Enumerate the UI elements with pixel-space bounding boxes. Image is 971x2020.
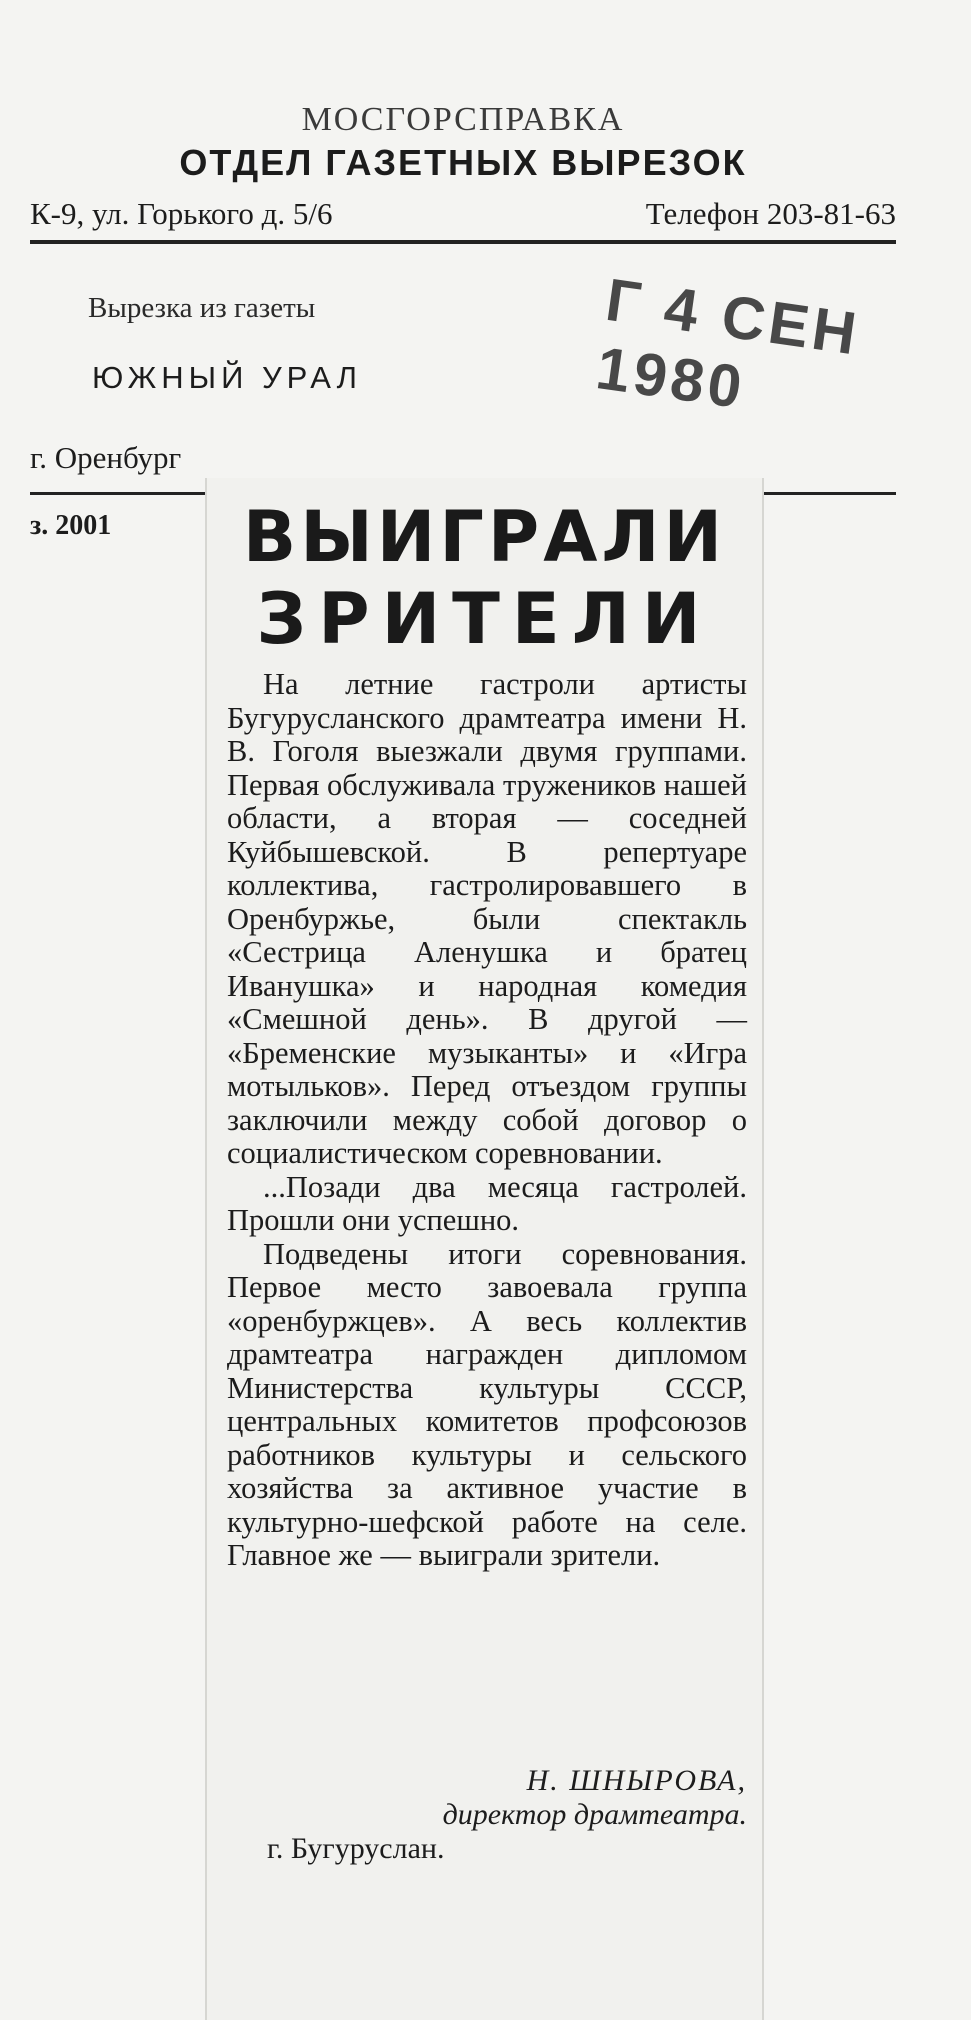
headline-line-2: ЗРИТЕЛИ bbox=[256, 578, 713, 660]
headline-line-1: ВЫИГРАЛИ bbox=[242, 496, 727, 578]
order-number: з. 2001 bbox=[30, 510, 112, 541]
paragraph-2: ...Позади два месяца гастролей. Прошли они успешно. bbox=[227, 1169, 747, 1237]
clipping-bureau-header bbox=[30, 100, 896, 186]
newspaper-clipping bbox=[205, 478, 764, 2020]
address-line bbox=[30, 196, 896, 244]
date-stamp: Г 4 СЕН 1980 bbox=[592, 265, 865, 422]
author-role: директор драмтеатра. bbox=[442, 1798, 747, 1831]
bureau-name: МОСГОРСПРАВКА bbox=[301, 101, 625, 138]
newspaper-name: ЮЖНЫЙ УРАЛ bbox=[92, 360, 362, 395]
author-name: Н. ШНЫРОВА, bbox=[526, 1764, 747, 1797]
paragraph-1: На летние гастроли артисты Бугурусланского драмтеатра имени Н. В. Гоголя выезжали двумя группами. Первая обслуживала тружеников нашей области, а вторая — соседней Куйбышевской. В репертуаре коллектива, гастролировавшего в Оренбуржье, были спектакль «Сестрица Аленушка и братец Иванушка» и народная комедия «Смешной день». В другой — «Бременские музыканты» и «Игра мотыльков». Перед отъездом группы заключили между собой договор о социалистическом соревновании. bbox=[227, 667, 747, 1170]
department-name: ОТДЕЛ ГАЗЕТНЫХ ВЫРЕЗОК bbox=[179, 142, 747, 183]
signature-block bbox=[227, 1764, 747, 1866]
article-body bbox=[227, 668, 747, 1573]
article-location: г. Бугуруслан. bbox=[267, 1832, 445, 1865]
newspaper-city: г. Оренбург bbox=[30, 440, 182, 475]
bureau-address: К-9, ул. Горького д. 5/6 bbox=[30, 196, 333, 231]
clip-source-label: Вырезка из газеты bbox=[88, 292, 316, 324]
paragraph-3: Подведены итоги соревнования. Первое место завоевала группа «оренбуржцев». А весь коллектив драмтеатра награжден дипломом Министерства культуры СССР, центральных комитетов профсоюзов работников культуры и сельского хозяйства за активное участие в культурно-шефской работе на селе. Главное же — выиграли зрители. bbox=[227, 1236, 747, 1572]
bureau-phone: Телефон 203-81-63 bbox=[645, 196, 896, 231]
